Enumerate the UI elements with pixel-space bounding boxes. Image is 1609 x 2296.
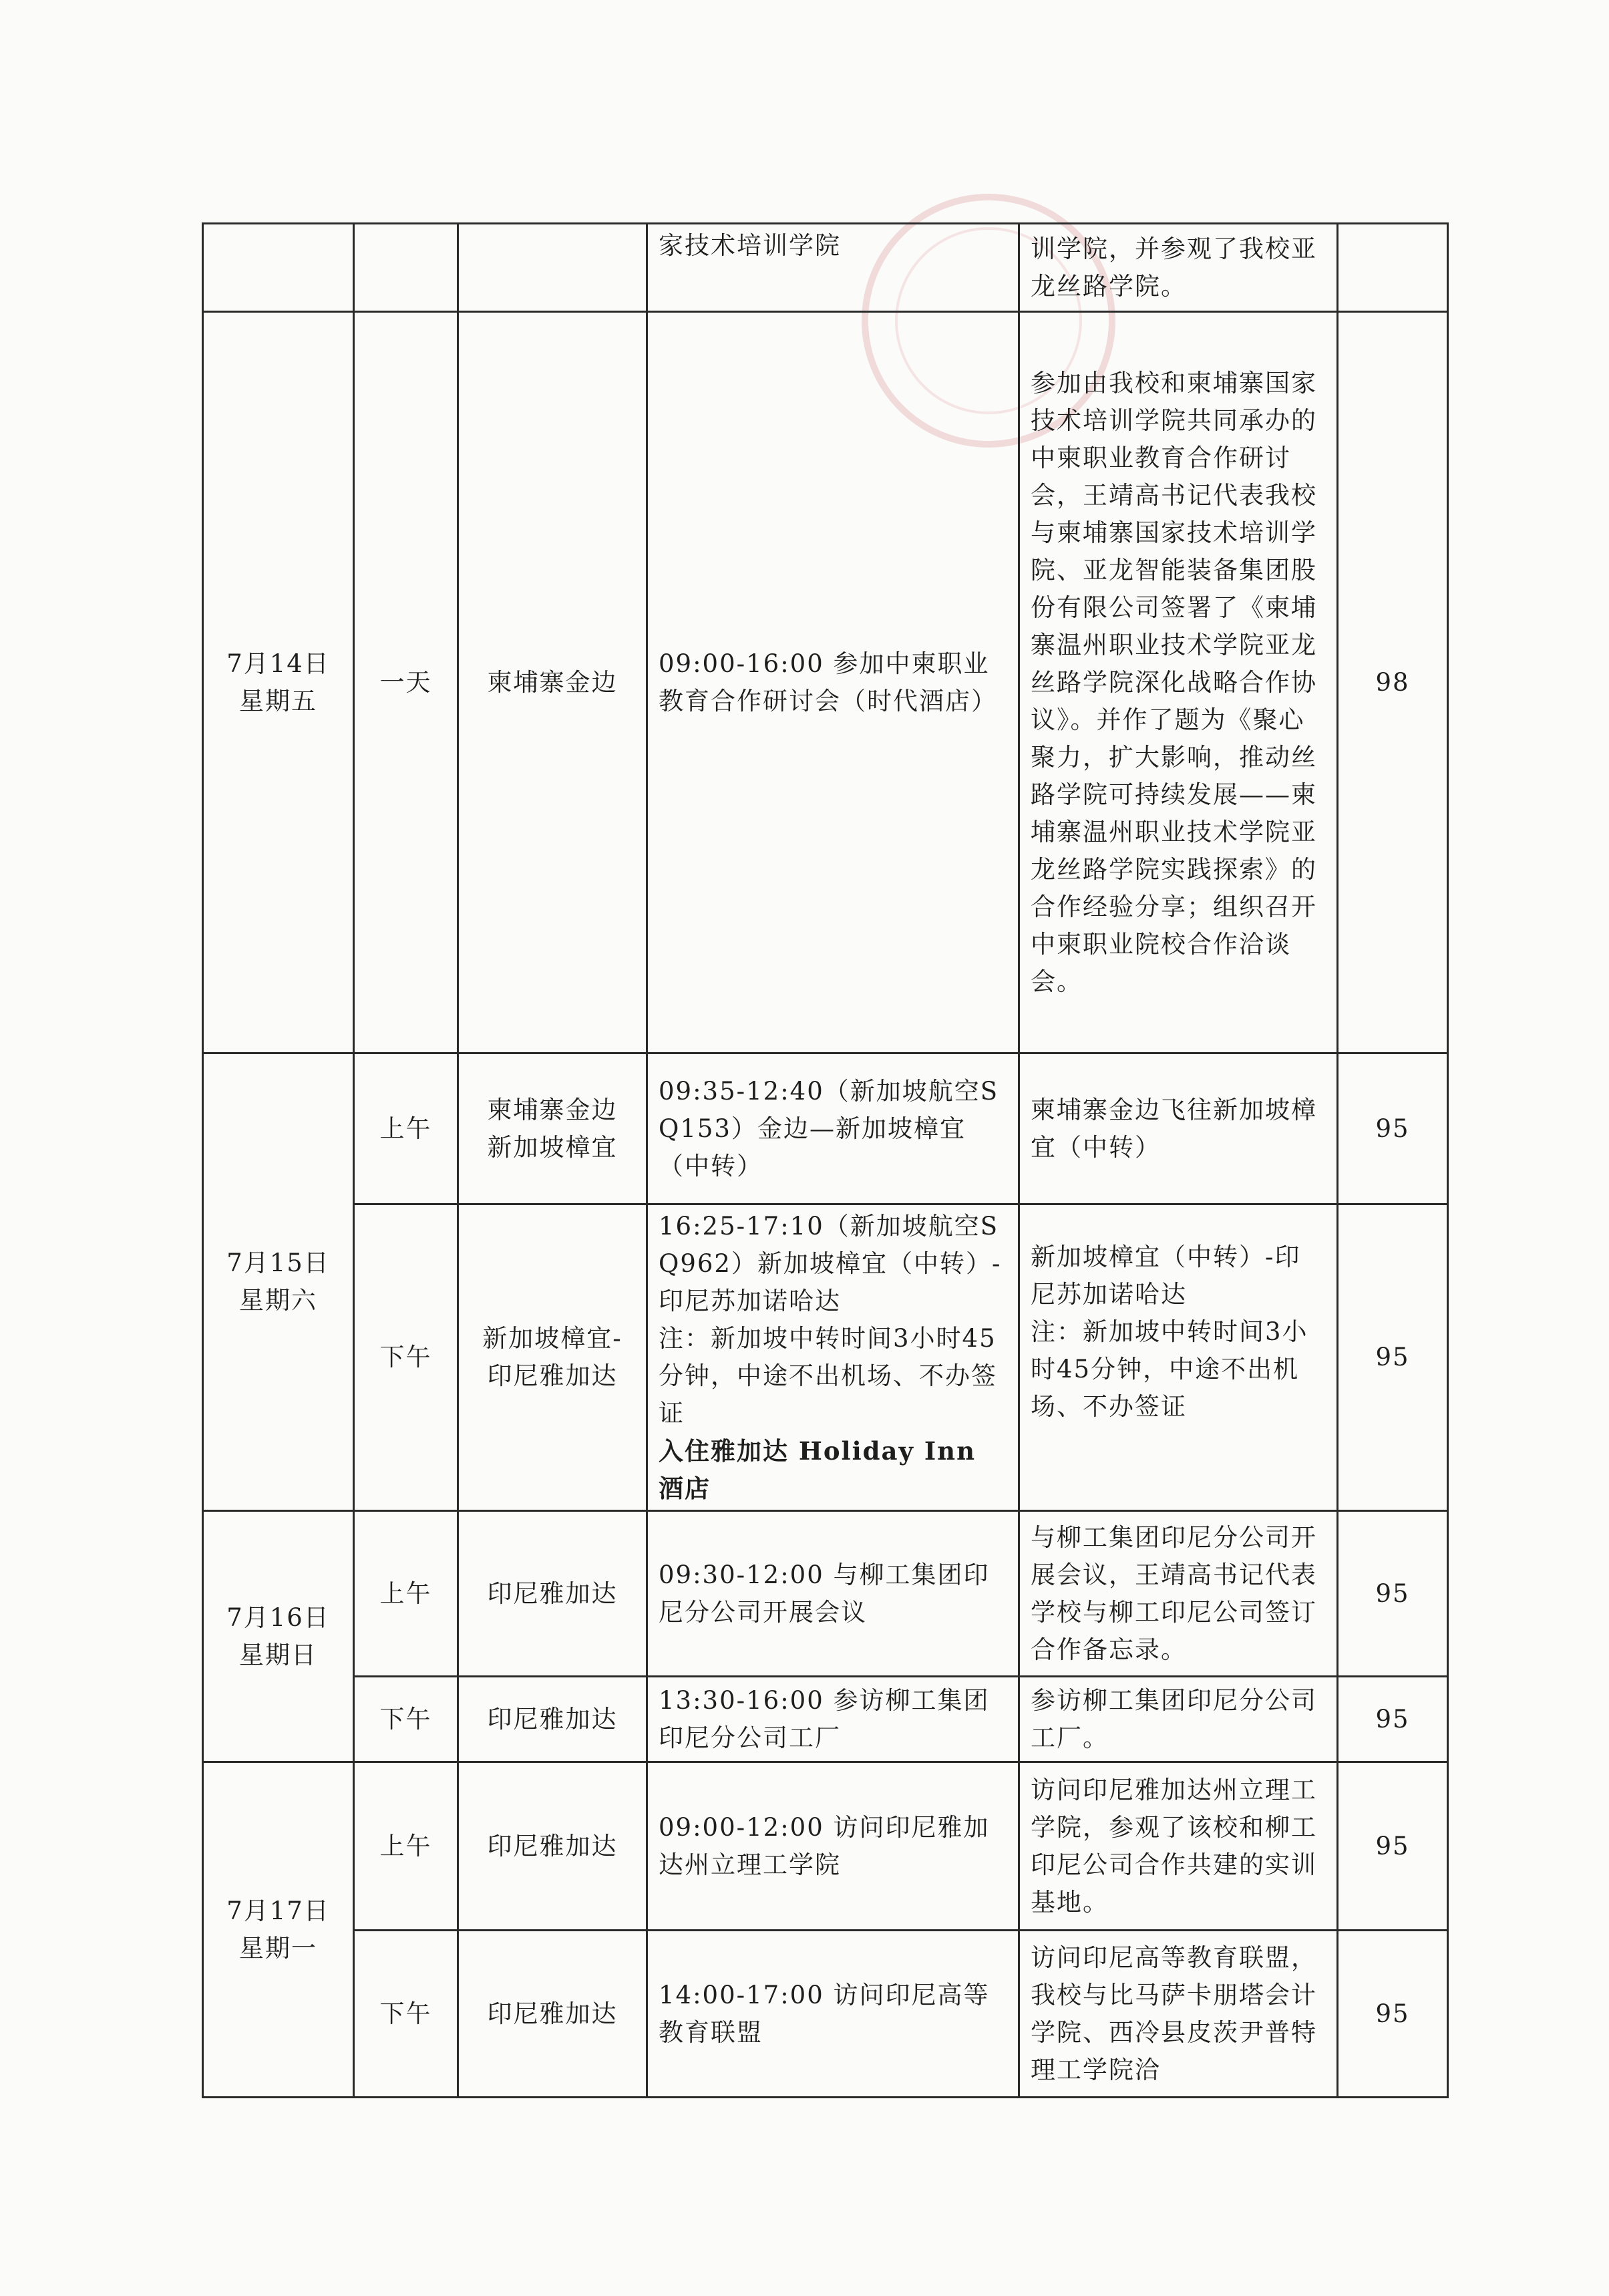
place-cell: 柬埔寨金边 xyxy=(458,312,647,1053)
place-cell xyxy=(458,224,647,312)
score-cell: 95 xyxy=(1338,1677,1448,1762)
result-cell: 与柳工集团印尼分公司开展会议，王靖高书记代表学校与柳工印尼公司签订合作备忘录。 xyxy=(1019,1511,1338,1677)
itinerary-table xyxy=(202,222,1449,2098)
place-cell: 印尼雅加达 xyxy=(458,1762,647,1931)
schedule-text: 16:25-17:10（新加坡航空SQ962）新加坡樟宜（中转）-印尼苏加诺哈达 注：新加坡中转时间3小时45分钟，中途不出机场、不办签证 xyxy=(659,1212,1002,1428)
table-row xyxy=(203,1931,1448,2098)
date-cell: 7月17日 星期一 xyxy=(203,1762,354,2098)
period-cell: 上午 xyxy=(354,1053,458,1204)
place-cell: 柬埔寨金边 新加坡樟宜 xyxy=(458,1053,647,1204)
schedule-cell: 家技术培训学院 xyxy=(647,224,1019,312)
score-cell: 98 xyxy=(1338,312,1448,1053)
result-cell: 柬埔寨金边飞往新加坡樟宜（中转） xyxy=(1019,1053,1338,1204)
date-cell xyxy=(203,224,354,312)
period-cell: 上午 xyxy=(354,1762,458,1931)
schedule-cell: 14:00-17:00 访问印尼高等教育联盟 xyxy=(647,1931,1019,2098)
score-cell: 95 xyxy=(1338,1931,1448,2098)
result-cell: 参加由我校和柬埔寨国家技术培训学院共同承办的中柬职业教育合作研讨会，王靖高书记代表我校与柬埔寨国家技术培训学院、亚龙智能装备集团股份有限公司签署了《柬埔寨温州职业技术学院亚龙丝路学院深化战略合作协议》。并作了题为《聚心聚力，扩大影响，推动丝路学院可持续发展——柬埔寨温州职业技术学院亚龙丝路学院实践探索》的合作经验分享；组织召开中柬职业院校合作洽谈会。 xyxy=(1019,312,1338,1053)
schedule-cell: 09:30-12:00 与柳工集团印尼分公司开展会议 xyxy=(647,1511,1019,1677)
period-cell: 一天 xyxy=(354,312,458,1053)
result-cell: 参访柳工集团印尼分公司工厂。 xyxy=(1019,1677,1338,1762)
table-row xyxy=(203,312,1448,1053)
place-cell: 印尼雅加达 xyxy=(458,1931,647,2098)
score-cell: 95 xyxy=(1338,1204,1448,1511)
date-line: 7月14日 星期五 xyxy=(226,649,330,715)
schedule-cell xyxy=(647,1204,1019,1511)
result-cell: 训学院，并参观了我校亚龙丝路学院。 xyxy=(1019,224,1338,312)
table-row xyxy=(203,1677,1448,1762)
table-row xyxy=(203,1204,1448,1511)
place-cell: 新加坡樟宜-印尼雅加达 xyxy=(458,1204,647,1511)
period-cell: 下午 xyxy=(354,1677,458,1762)
place-cell: 印尼雅加达 xyxy=(458,1677,647,1762)
result-cell: 新加坡樟宜（中转）-印尼苏加诺哈达 注：新加坡中转时间3小时45分钟，中途不出机场、不办签证 xyxy=(1019,1204,1338,1511)
period-cell: 下午 xyxy=(354,1931,458,2098)
score-cell xyxy=(1338,224,1448,312)
table-row xyxy=(203,1511,1448,1677)
date-cell xyxy=(203,312,354,1053)
period-cell: 下午 xyxy=(354,1204,458,1511)
table-row xyxy=(203,1053,1448,1204)
schedule-cell: 09:00-16:00 参加中柬职业教育合作研讨会（时代酒店） xyxy=(647,312,1019,1053)
place-cell: 印尼雅加达 xyxy=(458,1511,647,1677)
schedule-cell: 09:00-12:00 访问印尼雅加达州立理工学院 xyxy=(647,1762,1019,1931)
schedule-cell: 13:30-16:00 参访柳工集团印尼分公司工厂 xyxy=(647,1677,1019,1762)
date-cell: 7月15日 星期六 xyxy=(203,1053,354,1511)
score-cell: 95 xyxy=(1338,1762,1448,1931)
score-cell: 95 xyxy=(1338,1053,1448,1204)
table-row xyxy=(203,1762,1448,1931)
result-cell: 访问印尼雅加达州立理工学院，参观了该校和柳工印尼公司合作共建的实训基地。 xyxy=(1019,1762,1338,1931)
result-cell: 访问印尼高等教育联盟，我校与比马萨卡朋塔会计学院、西冷县皮茨尹普特理工学院洽 xyxy=(1019,1931,1338,2098)
period-cell xyxy=(354,224,458,312)
schedule-cell: 09:35-12:40（新加坡航空SQ153）金边—新加坡樟宜（中转） xyxy=(647,1053,1019,1204)
table-row xyxy=(203,224,1448,312)
date-cell: 7月16日 星期日 xyxy=(203,1511,354,1762)
hotel-note: 入住雅加达 Holiday Inn 酒店 xyxy=(659,1436,976,1503)
score-cell: 95 xyxy=(1338,1511,1448,1677)
period-cell: 上午 xyxy=(354,1511,458,1677)
